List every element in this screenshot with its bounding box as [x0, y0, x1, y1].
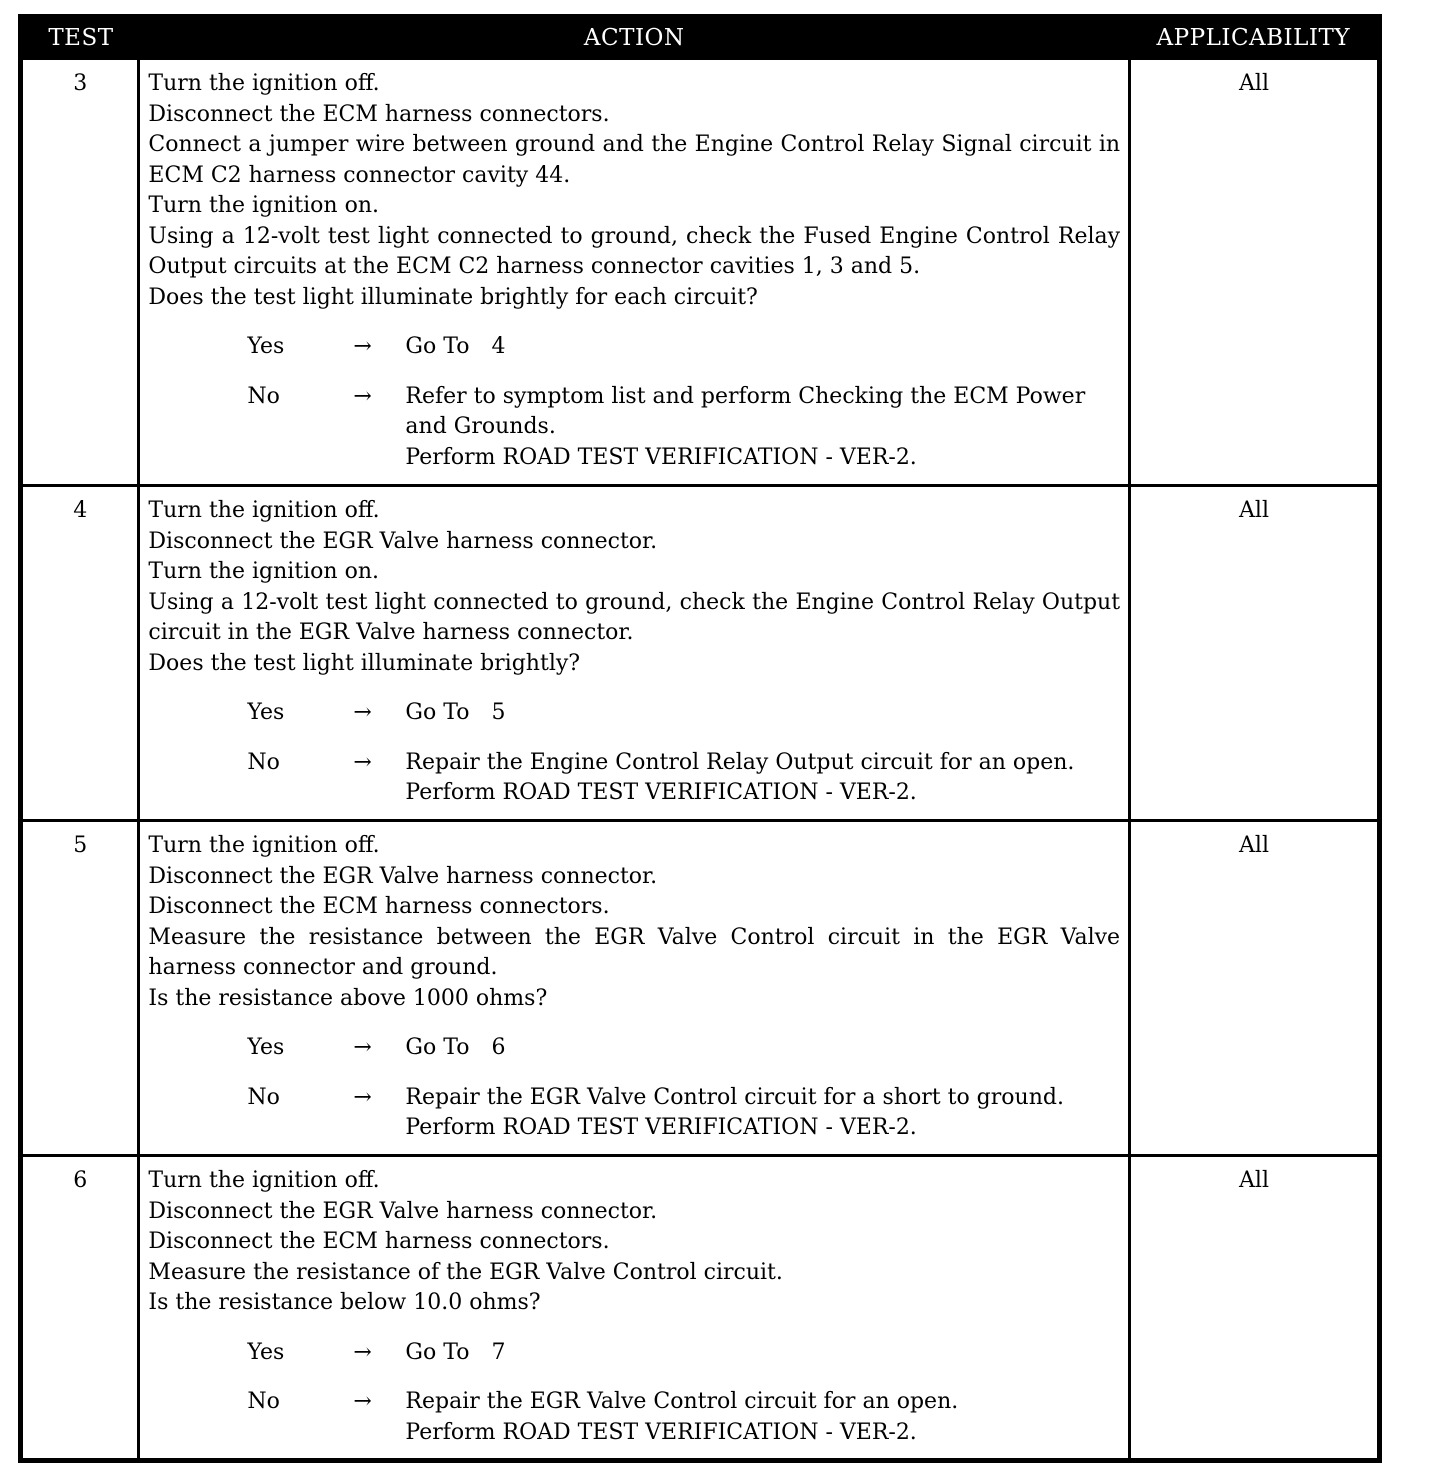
action-step: Disconnect the EGR Valve harness connector.	[148, 863, 658, 889]
yes-answer	[148, 1033, 1120, 1064]
action-step: Connect a jumper wire between ground and the Engine Control Relay Signal circuit in ECM C2 harness connector cavity 44.	[148, 132, 1121, 188]
no-action-line: Perform ROAD TEST VERIFICATION - VER-2.	[405, 1419, 917, 1445]
header-applicability: APPLICABILITY	[1130, 17, 1380, 59]
no-action-line: Refer to symptom list and perform Checking the ECM Power and Grounds.	[405, 383, 1086, 439]
arrow-icon: →	[353, 1084, 372, 1110]
no-action-line: Repair the EGR Valve Control circuit for an open.	[405, 1389, 959, 1414]
test-number: 4	[21, 486, 139, 821]
no-action-line: Perform ROAD TEST VERIFICATION - VER-2.	[405, 780, 917, 805]
action-step: Turn the ignition off.	[148, 71, 380, 96]
no-actions	[405, 1083, 1120, 1144]
action-cell	[139, 821, 1130, 1156]
action-step: Disconnect the EGR Valve harness connector.	[148, 1198, 658, 1224]
header-action: ACTION	[139, 17, 1130, 59]
no-label: No	[247, 1389, 280, 1414]
applicability: All	[1130, 1156, 1380, 1461]
arrow-icon: →	[353, 1035, 372, 1060]
applicability: All	[1130, 821, 1380, 1156]
table-body	[21, 59, 1380, 1461]
test-number: 6	[21, 1156, 139, 1461]
no-action-line: Repair the EGR Valve Control circuit for a short to ground.	[405, 1084, 1064, 1110]
applicability: All	[1130, 486, 1380, 821]
goto-test-number: 4	[491, 334, 506, 359]
yes-answer	[148, 1338, 1120, 1369]
arrow-icon: →	[353, 700, 372, 725]
yes-goto	[405, 1033, 1120, 1064]
yes-answer	[148, 698, 1120, 729]
arrow-icon: →	[353, 334, 372, 359]
yes-answer	[148, 332, 1120, 363]
action-step: Turn the ignition off.	[148, 1168, 380, 1193]
action-step: Disconnect the ECM harness connectors.	[148, 1229, 610, 1254]
action-cell	[139, 486, 1130, 821]
goto-test-number: 7	[491, 1339, 506, 1365]
action-steps	[148, 69, 1120, 313]
action-step: Using a 12-volt test light connected to ground, check the Fused Engine Control Relay Output circuits at the ECM C2 harness connector cavities 1, 3 and 5.	[148, 223, 1121, 279]
goto-text: Go To	[405, 700, 470, 725]
table-row	[21, 821, 1380, 1156]
action-steps	[148, 831, 1120, 1014]
goto-text: Go To	[405, 1339, 470, 1365]
yes-goto	[405, 1338, 1120, 1369]
arrow-icon: →	[353, 749, 372, 775]
no-actions	[405, 1387, 1120, 1448]
action-step: Turn the ignition on.	[148, 193, 379, 218]
table-row	[21, 1156, 1380, 1461]
goto-text: Go To	[405, 334, 470, 359]
no-label: No	[247, 749, 280, 775]
header-test: TEST	[21, 17, 139, 59]
action-steps	[148, 496, 1120, 679]
no-answer	[148, 382, 1120, 474]
arrow-icon: →	[353, 1339, 372, 1365]
arrow-icon: →	[353, 1389, 372, 1414]
no-answer	[148, 1387, 1120, 1448]
no-action-line: Repair the Engine Control Relay Output circuit for an open.	[405, 749, 1075, 775]
action-step: Turn the ignition off.	[148, 833, 380, 858]
no-action-line: Perform ROAD TEST VERIFICATION - VER-2.	[405, 1115, 917, 1140]
no-actions	[405, 748, 1120, 809]
yes-label: Yes	[247, 334, 285, 359]
action-step: Disconnect the ECM harness connectors.	[148, 894, 610, 919]
action-cell	[139, 1156, 1130, 1461]
applicability: All	[1130, 59, 1380, 486]
action-step: Disconnect the ECM harness connectors.	[148, 101, 610, 127]
diagnostic-test-table	[18, 14, 1382, 1463]
action-step: Turn the ignition off.	[148, 498, 380, 523]
no-label: No	[247, 1084, 280, 1110]
action-step: Does the test light illuminate brightly for each circuit?	[148, 284, 758, 310]
action-step: Measure the resistance of the EGR Valve Control circuit.	[148, 1259, 783, 1285]
no-actions	[405, 382, 1120, 474]
goto-test-number: 5	[491, 700, 506, 725]
action-steps	[148, 1166, 1120, 1319]
test-number: 5	[21, 821, 139, 1156]
action-step: Is the resistance above 1000 ohms?	[148, 985, 548, 1011]
yes-goto	[405, 698, 1120, 729]
action-step: Turn the ignition on.	[148, 559, 379, 584]
yes-label: Yes	[247, 1035, 285, 1060]
yes-label: Yes	[247, 1339, 285, 1365]
action-cell	[139, 59, 1130, 486]
action-step: Using a 12-volt test light connected to ground, check the Engine Control Relay Output circuit in the EGR Valve harness connector.	[148, 589, 1121, 645]
no-action-line: Perform ROAD TEST VERIFICATION - VER-2.	[405, 444, 917, 470]
action-step: Does the test light illuminate brightly?	[148, 650, 581, 676]
no-answer	[148, 748, 1120, 809]
arrow-icon: →	[353, 383, 372, 409]
goto-test-number: 6	[491, 1035, 506, 1060]
action-step: Disconnect the EGR Valve harness connector.	[148, 528, 658, 554]
action-step: Measure the resistance between the EGR Valve Control circuit in the EGR Valve harness connector and ground.	[148, 924, 1121, 980]
yes-label: Yes	[247, 700, 285, 725]
goto-text: Go To	[405, 1035, 470, 1060]
table-header-row	[21, 17, 1380, 59]
table-row	[21, 59, 1380, 486]
no-label: No	[247, 383, 280, 409]
table-row	[21, 486, 1380, 821]
no-answer	[148, 1083, 1120, 1144]
yes-goto	[405, 332, 1120, 363]
test-number: 3	[21, 59, 139, 486]
action-step: Is the resistance below 10.0 ohms?	[148, 1290, 541, 1315]
